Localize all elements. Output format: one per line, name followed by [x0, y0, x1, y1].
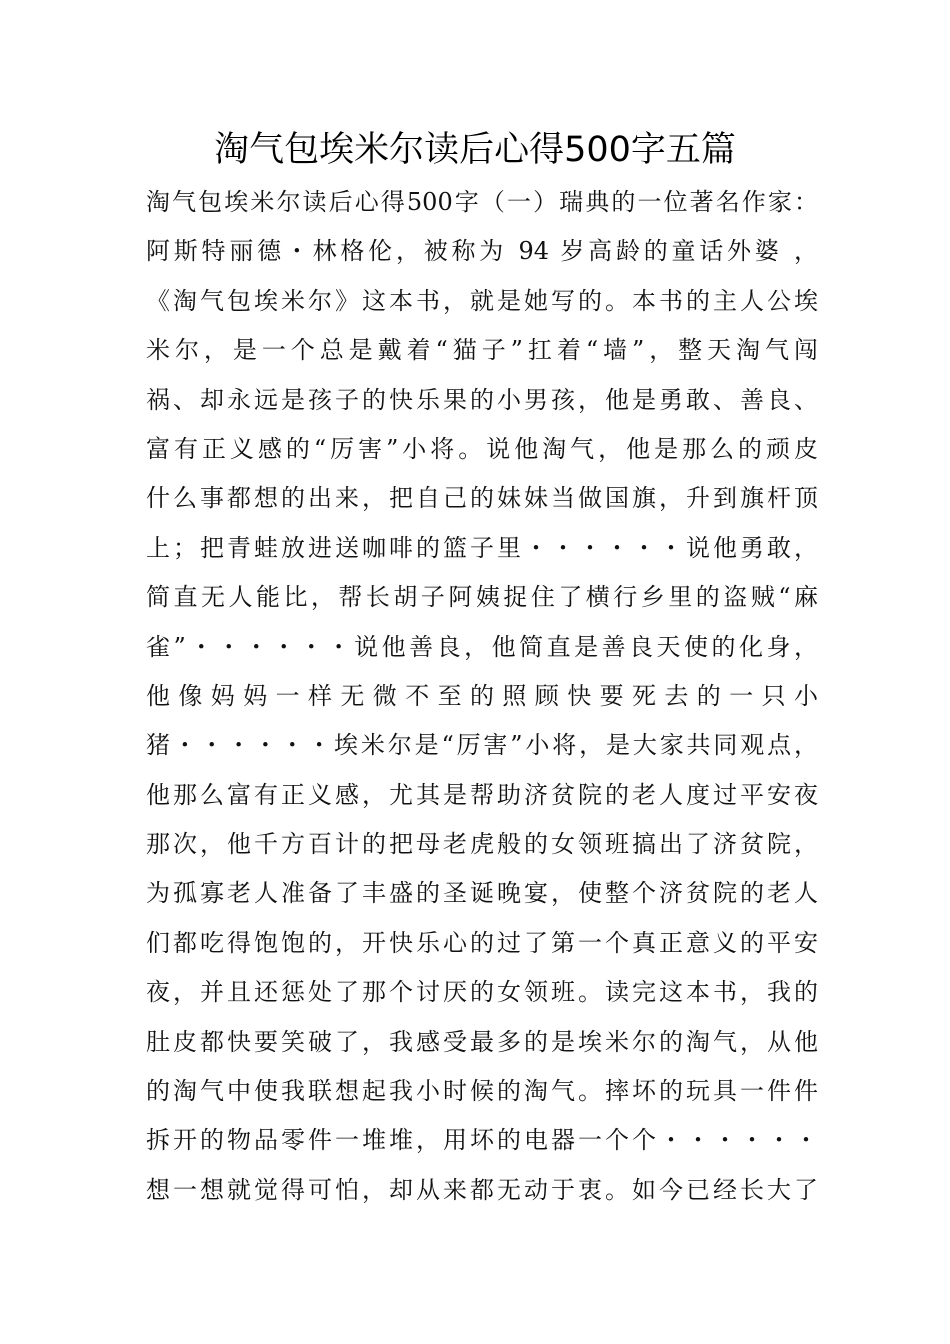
- document-body: [146, 178, 818, 1215]
- body-line: 淘气包埃米尔读后心得500字（一）瑞典的一位著名作家：: [146, 188, 818, 216]
- body-line: 肚皮都快要笑破了，我感受最多的是埃米尔的淘气，从他: [146, 1027, 818, 1056]
- body-line: 他像妈妈一样无微不至的照顾快要死去的一只小: [146, 681, 818, 710]
- body-line: 什么事都想的出来，把自己的妹妹当做国旗，升到旗杆顶: [146, 484, 818, 513]
- body-line: 阿斯特丽德・林格伦，被称为 94 岁高龄的童话外婆 ，: [146, 237, 818, 266]
- body-line: 猪・・・・・・埃米尔是“厉害”小将，是大家共同观点，: [146, 731, 818, 760]
- body-line: 祸、却永远是孩子的快乐果的小男孩，他是勇敢、善良、: [146, 385, 818, 414]
- body-line: 米尔，是一个总是戴着“猫子”扛着“墙”，整天淘气闯: [146, 336, 818, 365]
- body-line: 上；把青蛙放进送咖啡的篮子里・・・・・・说他勇敢，: [146, 533, 818, 562]
- body-line: 的淘气中使我联想起我小时候的淘气。摔坏的玩具一件件: [146, 1077, 818, 1106]
- body-line: 富有正义感的“厉害”小将。说他淘气，他是那么的顽皮: [146, 434, 818, 463]
- body-line: 们都吃得饱饱的，开快乐心的过了第一个真正意义的平安: [146, 928, 818, 957]
- body-line: 简直无人能比，帮长胡子阿姨捉住了横行乡里的盗贼“麻: [146, 583, 818, 612]
- body-line: 拆开的物品零件一堆堆，用坏的电器一个个・・・・・・: [146, 1126, 818, 1155]
- document-title: 淘气包埃米尔读后心得500字五篇: [214, 130, 736, 170]
- body-line: 《淘气包埃米尔》这本书，就是她写的。本书的主人公埃: [146, 286, 818, 315]
- body-line: 他那么富有正义感，尤其是帮助济贫院的老人度过平安夜: [146, 780, 818, 809]
- body-line: 想一想就觉得可怕，却从来都无动于衷。如今已经长大了: [146, 1175, 818, 1204]
- body-line: 为孤寡老人准备了丰盛的圣诞晚宴，使整个济贫院的老人: [146, 879, 818, 908]
- body-line: 夜，并且还惩处了那个讨厌的女领班。读完这本书，我的: [146, 978, 818, 1007]
- body-line: 那次，他千方百计的把母老虎般的女领班搞出了济贫院，: [146, 830, 818, 859]
- body-line: 雀”・・・・・・说他善良，他简直是善良天使的化身，: [146, 632, 818, 661]
